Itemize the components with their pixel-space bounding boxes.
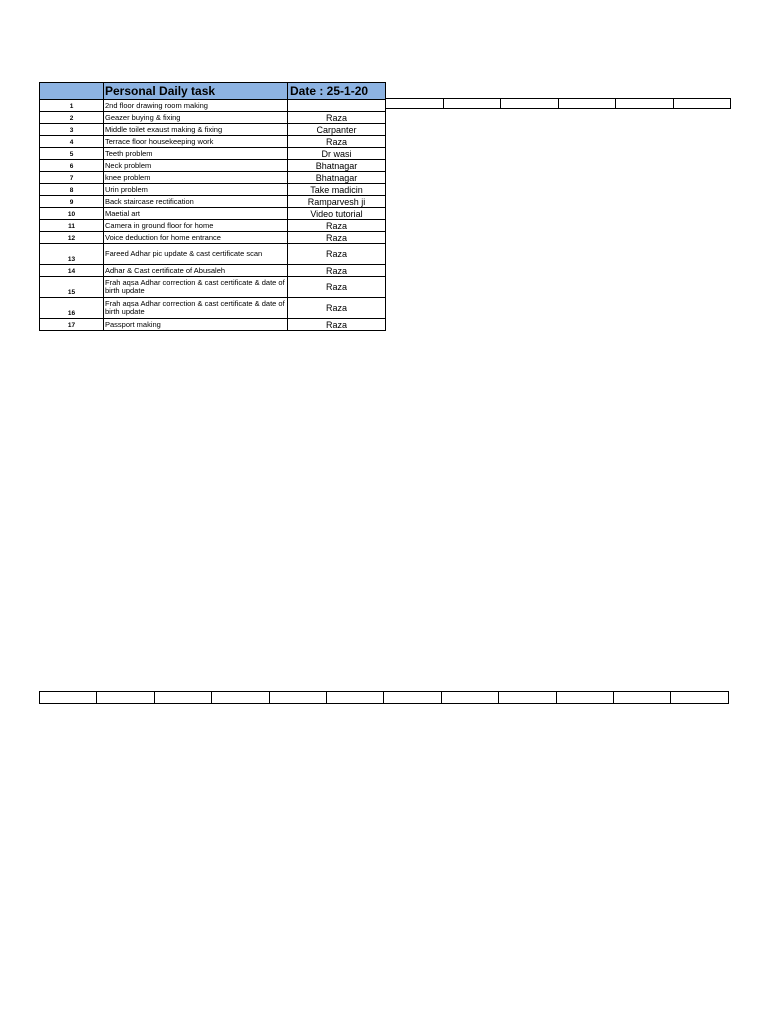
row-number-cell[interactable]: 11 — [40, 220, 104, 232]
empty-cell[interactable] — [558, 99, 616, 109]
row-number-cell[interactable]: 2 — [40, 112, 104, 124]
empty-cell[interactable] — [212, 692, 269, 704]
empty-cell[interactable] — [443, 99, 501, 109]
sheet-date[interactable]: Date : 25-1-20 — [288, 83, 386, 100]
empty-cell[interactable] — [441, 692, 498, 704]
table-row — [40, 298, 386, 319]
task-cell[interactable]: Camera in ground floor for home — [104, 220, 288, 232]
assignee-cell[interactable]: Video tutorial — [288, 208, 386, 220]
table-row — [40, 277, 386, 298]
empty-cell[interactable] — [616, 99, 674, 109]
row-number-cell[interactable]: 5 — [40, 148, 104, 160]
row-number-cell[interactable]: 17 — [40, 319, 104, 331]
task-cell[interactable]: Middle toilet exaust making & fixing — [104, 124, 288, 136]
table-row — [40, 124, 386, 136]
empty-cell[interactable] — [614, 692, 671, 704]
table-row — [40, 208, 386, 220]
row-number-cell[interactable]: 13 — [40, 244, 104, 265]
row-number-cell[interactable]: 16 — [40, 298, 104, 319]
task-cell[interactable]: Neck problem — [104, 160, 288, 172]
task-cell[interactable]: Frah aqsa Adhar correction & cast certificate & date of birth update — [104, 277, 288, 298]
table-row — [40, 160, 386, 172]
assignee-cell[interactable]: Raza — [288, 298, 386, 319]
task-cell[interactable]: Passport making — [104, 319, 288, 331]
empty-cell[interactable] — [154, 692, 211, 704]
row-number-cell[interactable]: 4 — [40, 136, 104, 148]
empty-cell[interactable] — [499, 692, 556, 704]
task-cell[interactable]: knee problem — [104, 172, 288, 184]
task-cell[interactable]: Urin problem — [104, 184, 288, 196]
table-row — [40, 100, 386, 112]
empty-cell[interactable] — [673, 99, 731, 109]
assignee-cell[interactable]: Take madicin — [288, 184, 386, 196]
task-cell[interactable]: Frah aqsa Adhar correction & cast certificate & date of birth update — [104, 298, 288, 319]
task-cell[interactable]: Fareed Adhar pic update & cast certificate scan — [104, 244, 288, 265]
task-table — [39, 82, 386, 331]
task-cell[interactable]: Teeth problem — [104, 148, 288, 160]
row-number-cell[interactable]: 7 — [40, 172, 104, 184]
row-number-cell[interactable]: 12 — [40, 232, 104, 244]
assignee-cell[interactable]: Raza — [288, 319, 386, 331]
task-cell[interactable]: Geazer buying & fixing — [104, 112, 288, 124]
assignee-cell[interactable]: Raza — [288, 277, 386, 298]
table-row — [40, 172, 386, 184]
table-row — [40, 244, 386, 265]
assignee-cell[interactable]: Raza — [288, 136, 386, 148]
assignee-cell[interactable]: Dr wasi — [288, 148, 386, 160]
empty-cell[interactable] — [671, 692, 729, 704]
row-number-cell[interactable]: 9 — [40, 196, 104, 208]
assignee-cell[interactable]: Carpanter — [288, 124, 386, 136]
table-row — [40, 319, 386, 331]
row-number-cell[interactable]: 14 — [40, 265, 104, 277]
assignee-cell[interactable] — [288, 100, 386, 112]
empty-cell[interactable] — [97, 692, 154, 704]
assignee-cell[interactable]: Raza — [288, 112, 386, 124]
table-row — [40, 196, 386, 208]
assignee-cell[interactable]: Raza — [288, 244, 386, 265]
assignee-cell[interactable]: Bhatnagar — [288, 160, 386, 172]
header-blank-cell[interactable] — [40, 83, 104, 100]
task-cell[interactable]: Back staircase rectification — [104, 196, 288, 208]
assignee-cell[interactable]: Raza — [288, 220, 386, 232]
first-row-extension — [385, 98, 731, 109]
empty-cell[interactable] — [327, 692, 384, 704]
assignee-cell[interactable]: Ramparvesh ji — [288, 196, 386, 208]
task-cell[interactable]: Terrace floor housekeeping work — [104, 136, 288, 148]
row-number-cell[interactable]: 10 — [40, 208, 104, 220]
empty-cell[interactable] — [501, 99, 559, 109]
empty-row — [386, 99, 731, 109]
task-cell[interactable]: Voice deduction for home entrance — [104, 232, 288, 244]
row-number-cell[interactable]: 3 — [40, 124, 104, 136]
header-row — [40, 83, 386, 100]
task-cell[interactable]: Adhar & Cast certificate of Abusaleh — [104, 265, 288, 277]
empty-cell[interactable] — [386, 99, 444, 109]
task-cell[interactable]: Maetial art — [104, 208, 288, 220]
row-number-cell[interactable]: 6 — [40, 160, 104, 172]
empty-cell[interactable] — [384, 692, 441, 704]
empty-cell[interactable] — [269, 692, 326, 704]
sheet-title[interactable]: Personal Daily task — [104, 83, 288, 100]
empty-cell[interactable] — [40, 692, 97, 704]
bottom-empty-row — [39, 691, 729, 704]
table-row — [40, 232, 386, 244]
empty-cell[interactable] — [556, 692, 613, 704]
assignee-cell[interactable]: Bhatnagar — [288, 172, 386, 184]
assignee-cell[interactable]: Raza — [288, 265, 386, 277]
row-number-cell[interactable]: 8 — [40, 184, 104, 196]
table-row — [40, 112, 386, 124]
table-row — [40, 265, 386, 277]
assignee-cell[interactable]: Raza — [288, 232, 386, 244]
table-row — [40, 148, 386, 160]
empty-row — [40, 692, 729, 704]
task-cell[interactable]: 2nd floor drawing room making — [104, 100, 288, 112]
row-number-cell[interactable]: 15 — [40, 277, 104, 298]
row-number-cell[interactable]: 1 — [40, 100, 104, 112]
table-row — [40, 184, 386, 196]
table-row — [40, 220, 386, 232]
table-row — [40, 136, 386, 148]
